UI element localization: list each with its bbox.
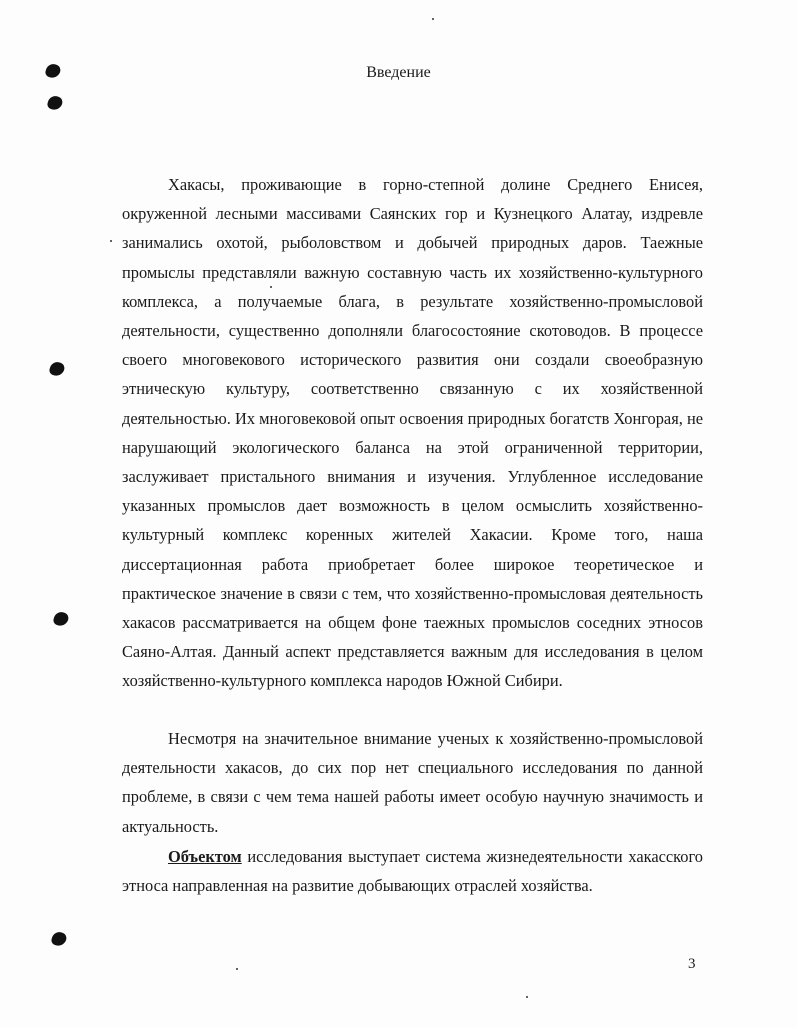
- paragraph-text: Несмотря на значительное внимание ученых к хозяйственно-промысловой деятельности хакасов, до сих пор нет специального исследования по данной проблеме, в связи с чем тема нашей работы имеет особую научную значимость и актуальность.: [122, 729, 703, 836]
- page-number: 3: [688, 956, 696, 972]
- body-paragraph-3: [122, 842, 703, 900]
- object-paragraph: [122, 842, 703, 900]
- body-paragraph-2: [122, 724, 703, 841]
- document-title: Введение: [366, 64, 431, 81]
- object-term: Объектом: [168, 847, 242, 866]
- scan-mark: [52, 610, 70, 628]
- scan-mark: [46, 94, 64, 112]
- scan-speck: [236, 968, 238, 970]
- scan-mark: [48, 360, 66, 378]
- object-description: исследования выступает система жизнедеятельности хакасского этноса направленная на развитие добывающих отраслей хозяйства.: [122, 847, 703, 896]
- scan-speck: [526, 996, 528, 998]
- scan-speck: [432, 18, 434, 20]
- paragraph-text: Хакасы, проживающие в горно-степной долине Среднего Енисея, окруженной лесными массивами Саянских гор и Кузнецкого Алатау, издревле занимались охотой, рыболовством и добычей природных даров. Таежные промыслы представляли важную составную часть их хозяйственно-культурного комплекса, а получаемые блага, в результате хозяйственно-промысловой деятельности, существенно дополняли благосостояние скотоводов. В процессе своего многовекового исторического развития они создали своеобразную этническую культуру, соответственно связанную с их хозяйственной деятельностью. Их многовековой опыт освоения природных богатств Хонгорая, не нарушающий экологического баланса на этой ограниченной территории, заслуживает пристального внимания и изучения. Углубленное исследование указанных промыслов дает возможность в целом осмыслить хозяйственно-культурный комплекс коренных жителей Хакасии. Кроме того, наша диссертационная работа приобретает более широкое теоретическое и практическое значение в связи с тем, что хозяйственно-промысловая деятельность хакасов рассматривается на общем фоне таежных промыслов соседних этносов Саяно-Алтая. Данный аспект представляется важным для исследования в целом хозяйственно-культурного комплекса народов Южной Сибири.: [122, 175, 703, 691]
- body-paragraph-1: [122, 170, 703, 696]
- scan-speck: [110, 240, 112, 242]
- scan-mark: [50, 930, 68, 948]
